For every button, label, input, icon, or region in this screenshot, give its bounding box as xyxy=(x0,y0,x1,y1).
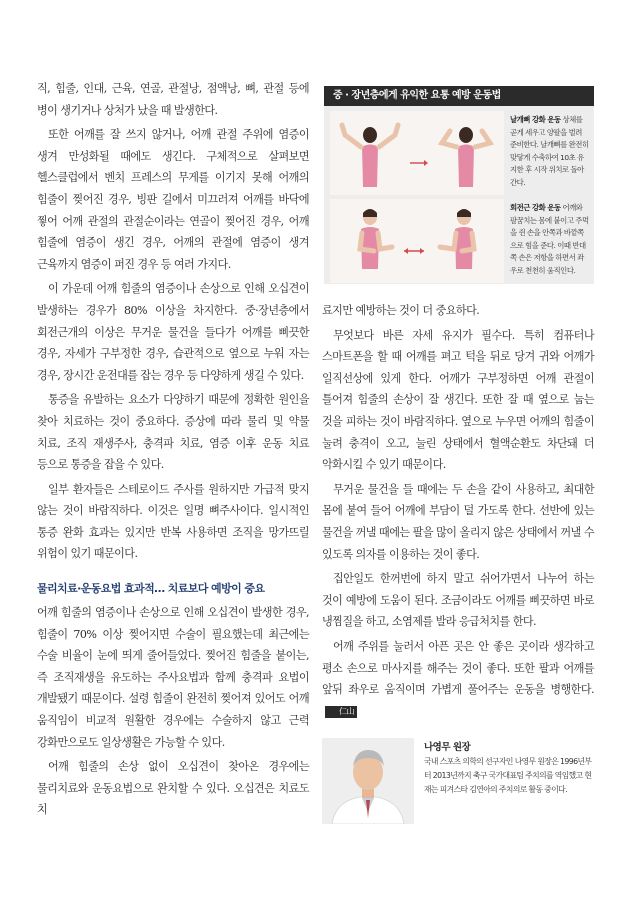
exercise-name: 날개뼈 강화 운동 xyxy=(510,115,561,124)
exercise-description xyxy=(510,114,590,190)
body-paragraph: 어깨 힘줄의 손상 없이 오십견이 찾아온 경우에는 물리치료와 운동요법으로 완치할 수 있다. 오십견은 치료도 치 xyxy=(37,760,309,817)
body-paragraph: 이 가운데 어깨 힘줄의 염증이나 손상으로 인해 오십견이 발생하는 경우가 80% 이상을 차지한다. 중·장년층에서 회전근개의 이상은 무거운 물건을 들다가 어깨를 삐끗한 경우, 자세가 구부정한 경우, 습관적으로 옆으로 누워 자는 경우, 장시간 운전대를 잡는 경우 등 다양하게 생길 수 있다. xyxy=(37,282,309,382)
scapula-exercise-photo xyxy=(330,111,504,195)
author-portrait xyxy=(322,738,414,824)
end-mark: 仁山 xyxy=(325,706,357,718)
body-paragraph: 통증을 유발하는 요소가 다양하기 때문에 정확한 원인을 찾아 치료하는 것이 중요하다. 증상에 따라 물리 및 약물 치료, 조직 재생주사, 충격파 치료, 염증 이후 운동 치료 등으로 통증을 잡을 수 있다. xyxy=(37,393,309,472)
exercise-box xyxy=(324,86,594,284)
author-name: 나영무 원장 xyxy=(424,742,471,753)
body-paragraph xyxy=(322,636,594,722)
body-paragraph: 집안일도 한꺼번에 하지 말고 쉬어가면서 나누어 하는 것이 예방에 도움이 된다. 조금이라도 어깨를 삐끗하면 바로 냉찜질을 하고, 소염제를 발라 응급처치를 한다. xyxy=(322,572,594,629)
author-bio: 국내 스포츠 의학의 선구자인 나영무 원장은 1996년부터 2013년까지 축구 국가대표팀 주치의를 역임했고 현재는 피겨스타 김연아의 주치의로 활동 중이다. xyxy=(424,757,592,794)
exercise-desc: 상체를 곧게 세우고 양팔을 벌려 준비한다. 날개뼈를 완전히 맞닿게 수축하여 10초 유지한 후 시작 위치로 돌아간다. xyxy=(510,115,589,187)
right-column xyxy=(322,300,594,722)
exercise-desc: 어깨와 팔꿈치는 몸에 붙이고 주먹을 쥔 손을 안쪽과 바깥쪽으로 힘을 준다. 이때 반대쪽 손은 저항을 하면서 좌우로 천천히 움직인다. xyxy=(510,203,589,275)
left-column xyxy=(37,78,309,821)
last-paragraph-text: 어깨 주위를 눌러서 아픈 곳은 안 좋은 곳이라 생각하고 평소 손으로 마사지를 해주는 것이 좋다. 또한 팔과 어깨를 앞뒤 좌우로 움직이며 가볍게 풀어주는 운동을 병행한다. xyxy=(322,639,594,697)
body-paragraph: 일부 환자들은 스테로이드 주사를 원하지만 가급적 맞지 않는 것이 바람직하다. 이것은 일명 뼈주사이다. 일시적인 통증 완화 효과는 있지만 반복 사용하면 조직을 망가뜨릴 위험이 있기 때문이다. xyxy=(37,482,309,561)
section-subheading: 물리치료·운동요법 효과적… 치료보다 예방이 중요 xyxy=(37,582,265,596)
body-paragraph: 료지만 예방하는 것이 더 중요하다. xyxy=(322,304,480,317)
exercise-box-title: 중 · 장년층에게 유익한 요통 예방 운동법 xyxy=(324,86,594,106)
exercise-name: 회전근 강화 운동 xyxy=(510,203,561,212)
body-paragraph: 무거운 물건을 들 때에는 두 손을 같이 사용하고, 최대한 몸에 붙여 들어 어깨에 부담이 덜 가도록 한다. 선반에 있는 물건을 꺼낼 때에는 팔을 많이 올리지 않은 상태에서 꺼낼 수 있도록 의자를 이용하는 것이 좋다. xyxy=(322,482,594,561)
body-paragraph: 어깨 힘줄의 염증이나 손상으로 인해 오십견이 발생한 경우, 힘줄이 70% 이상 찢어지면 수술이 필요했는데 최근에는 수술 비율이 눈에 띄게 줄어들었다. 찢어진 힘줄을 붙이는, 즉 조직재생을 유도하는 주사요법과 함께 충격파 요법이 개발됐기 때문이다. 설령 힘줄이 완전히 찢어져 있어도 어깨 움직임이 비교적 원활한 경우에는 수술하지 않고 근력 강화만으로도 일상생활은 가능할 수 있다. xyxy=(37,606,309,749)
rotator-cuff-exercise-photo xyxy=(330,199,504,283)
body-paragraph: 또한 어깨를 잘 쓰지 않거나, 어깨 관절 주위에 염증이 생겨 만성화될 때에도 생긴다. 구체적으로 살펴보면 헬스클럽에서 벤치 프레스의 무게를 이기지 못해 어깨의 힘줄이 찢어진 경우, 빙판 길에서 미끄러져 어깨를 바닥에 찧어 어깨 관절의 관절순이라는 연골이 찢어진 경우, 어깨 힘줄에 염증이 생긴 경우, 어깨의 관절에 염증이 생겨 근육까지 염증이 퍼진 경우 등 여러 가지다. xyxy=(37,128,309,271)
body-paragraph: 직, 힘줄, 인대, 근육, 연골, 관절낭, 점액낭, 뼈, 관절 등에 병이 생기거나 상처가 났을 때 발생한다. xyxy=(37,82,309,117)
scapula-exercise-illustration xyxy=(330,111,504,195)
exercise-description xyxy=(510,202,590,278)
body-paragraph: 무엇보다 바른 자세 유지가 필수다. 특히 컴퓨터나 스마트폰을 할 때 어깨를 펴고 턱을 뒤로 당겨 귀와 어깨가 일직선상에 있게 한다. 어깨가 구부정하면 어깨 관절이 틀어져 힘줄의 손상이 잘 생긴다. 또한 잘 때 옆으로 눕는 것을 피하는 것이 바람직하다. 옆으로 누우면 어깨의 힘줄이 눌려 충격이 오고, 눌린 상태에서 혈액순환도 차단돼 더 악화시킬 수 있기 때문이다. xyxy=(322,328,594,472)
rotator-cuff-exercise-illustration xyxy=(330,199,504,283)
author-photo xyxy=(322,738,414,824)
